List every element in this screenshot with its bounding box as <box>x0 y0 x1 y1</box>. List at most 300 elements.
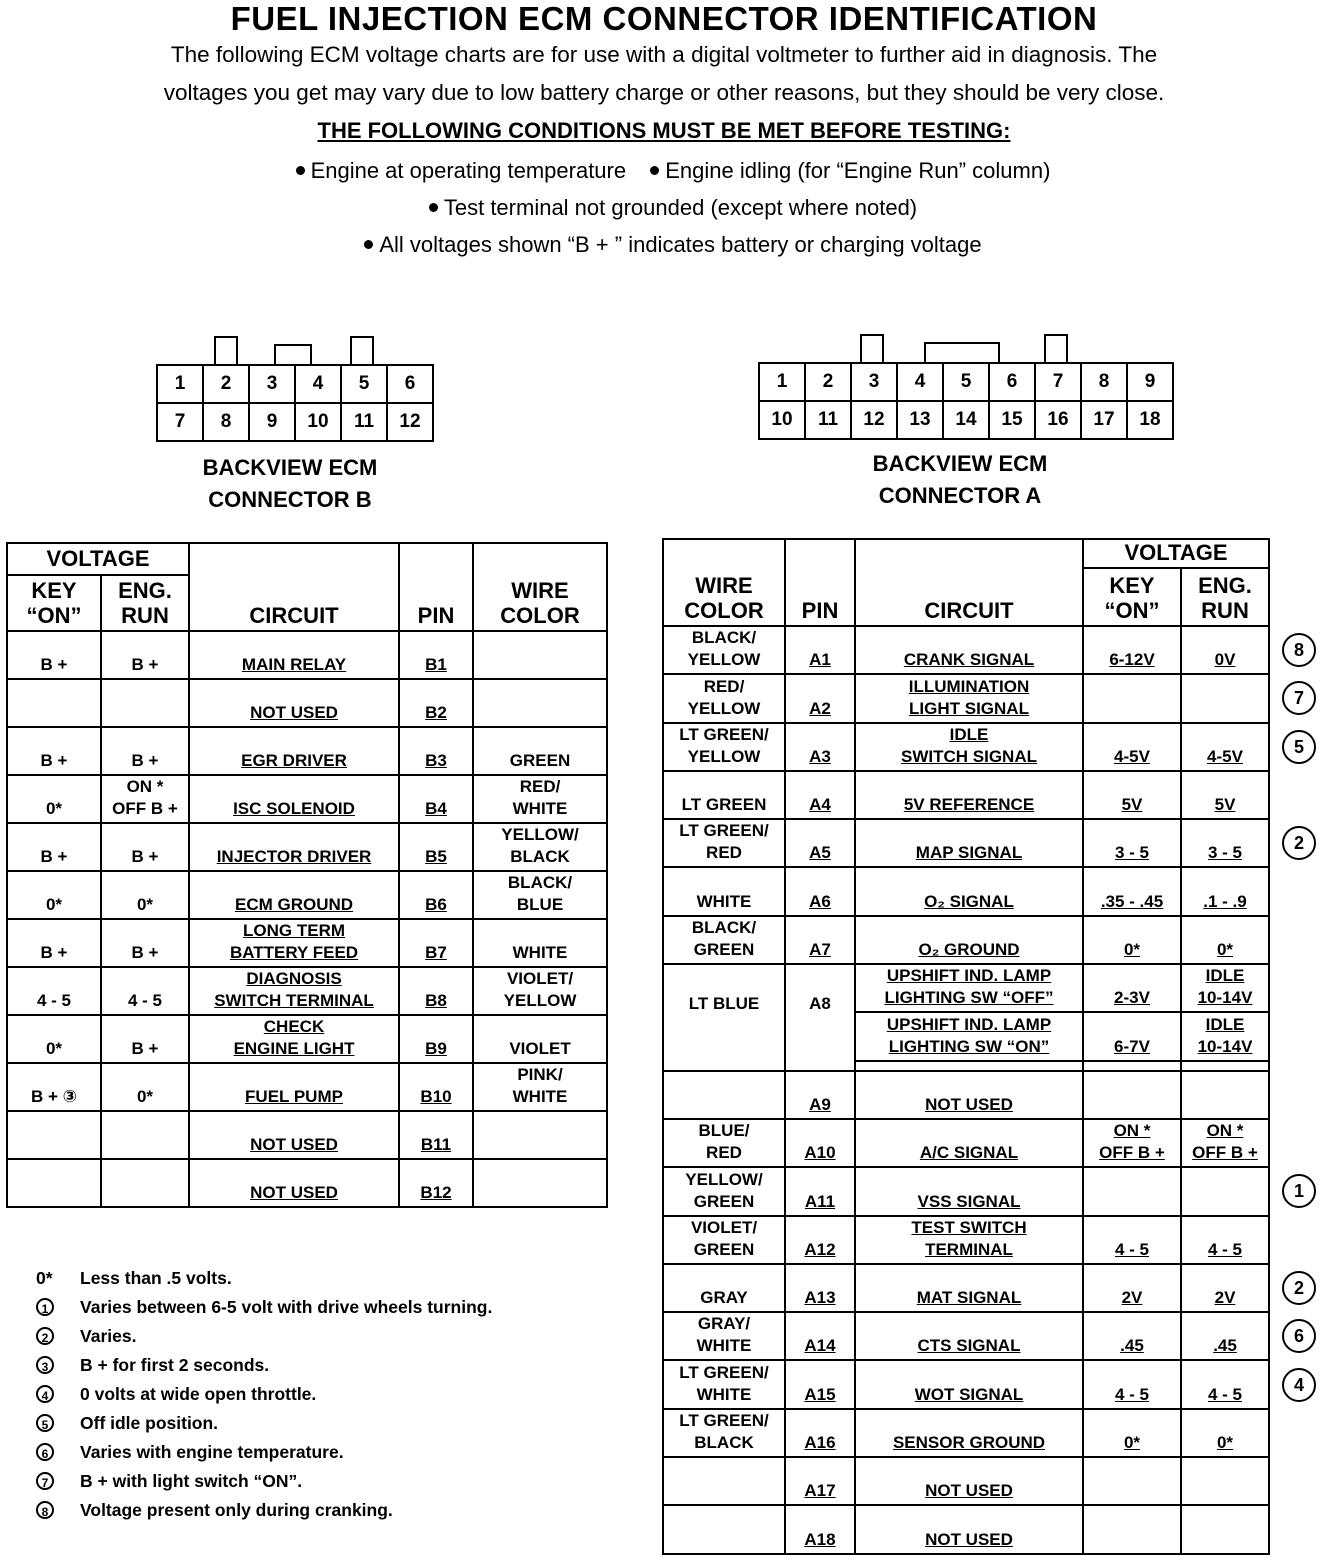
connector-pin: 12 <box>386 402 434 442</box>
legend-text: Varies. <box>80 1326 137 1346</box>
conditions-heading: THE FOLLOWING CONDITIONS MUST BE MET BEFORE TESTING: <box>317 118 1011 143</box>
table-row <box>663 723 1269 771</box>
note-number-icon: 4 <box>1282 1368 1316 1402</box>
connector-pin: 10 <box>294 402 342 442</box>
table-row <box>663 1216 1269 1264</box>
wire-color-cell: WHITE <box>663 867 785 915</box>
connector-pin: 3 <box>850 362 898 402</box>
bullet-line-3 <box>0 232 1328 258</box>
legend-note-number: 7 <box>36 1472 54 1490</box>
bullet-line-1 <box>0 158 1328 184</box>
key-on-cell: 4 - 5 <box>1083 1216 1181 1264</box>
pin-cell: B11 <box>399 1111 473 1159</box>
circuit-cell: MAT SIGNAL <box>855 1264 1083 1312</box>
circuit-cell: FUEL PUMP <box>189 1063 399 1111</box>
eng-run-cell: 4-5V <box>1181 723 1269 771</box>
circuit-cell: NOT USED <box>189 679 399 727</box>
eng-run-cell: 4 - 5 <box>1181 1216 1269 1264</box>
key-on-cell: B + <box>7 631 101 679</box>
circuit-cell: ILLUMINATION LIGHT SIGNAL <box>855 674 1083 722</box>
pin-header: PIN <box>785 539 855 626</box>
table-row <box>663 1360 1269 1408</box>
pin-cell: A6 <box>785 867 855 915</box>
eng-run-cell <box>1181 1071 1269 1119</box>
connector-pin: 1 <box>758 362 806 402</box>
legend-text: B + with light switch “ON”. <box>80 1471 303 1491</box>
eng-run-cell: 2V <box>1181 1264 1269 1312</box>
wire-color-cell: LT GREEN/ YELLOW <box>663 723 785 771</box>
legend-text: Voltage present only during cranking. <box>80 1500 393 1520</box>
wire-color-cell: BLACK/ BLUE <box>473 871 607 919</box>
table-row <box>7 1111 607 1159</box>
table-row <box>663 867 1269 915</box>
connector-pin: 1 <box>156 364 204 404</box>
table-row <box>663 1167 1269 1215</box>
connector-pin: 8 <box>1080 362 1128 402</box>
intro-line-2: voltages you get may vary due to low battery charge or other reasons, but they should be very close. <box>163 80 1165 105</box>
table-row <box>663 1457 1269 1505</box>
legend-item <box>36 1438 492 1467</box>
note-number-icon: 2 <box>1282 826 1316 860</box>
circuit-cell: SENSOR GROUND <box>855 1409 1083 1457</box>
legend-symbol <box>36 1442 80 1463</box>
table-row <box>663 1119 1269 1167</box>
connector-pin: 3 <box>248 364 296 404</box>
wire-color-cell: YELLOW/ GREEN <box>663 1167 785 1215</box>
connector-pin: 11 <box>804 400 852 440</box>
connector-pin: 7 <box>1034 362 1082 402</box>
wire-color-header: WIRE COLOR <box>663 539 785 626</box>
eng-run-cell <box>101 679 189 727</box>
pin-cell: B9 <box>399 1015 473 1063</box>
note-number-icon: 6 <box>1282 1319 1316 1353</box>
connector-pin: 4 <box>896 362 944 402</box>
wire-color-cell: YELLOW/ BLACK <box>473 823 607 871</box>
wire-color-cell: LT GREEN/ BLACK <box>663 1409 785 1457</box>
eng-run-cell: B + <box>101 919 189 967</box>
eng-run-cell: IDLE 10-14V <box>1181 964 1269 1012</box>
connector-tab <box>350 336 374 366</box>
bullet-dot-icon <box>296 166 305 175</box>
circuit-cell: EGR DRIVER <box>189 727 399 775</box>
wire-color-header: WIRE COLOR <box>473 543 607 631</box>
wire-color-cell <box>473 1111 607 1159</box>
pin-cell: B7 <box>399 919 473 967</box>
connector-pin: 11 <box>340 402 388 442</box>
wire-color-cell <box>663 1505 785 1553</box>
eng-run-cell <box>1181 1457 1269 1505</box>
table-row <box>7 1159 607 1207</box>
connector-pin: 10 <box>758 400 806 440</box>
legend-note-number: 2 <box>36 1327 54 1345</box>
key-on-cell <box>1083 1457 1181 1505</box>
legend-symbol <box>36 1471 80 1492</box>
pin-cell: B1 <box>399 631 473 679</box>
key-on-header: KEY “ON” <box>7 575 101 631</box>
wire-color-cell: LT GREEN/ WHITE <box>663 1360 785 1408</box>
circuit-cell: CTS SIGNAL <box>855 1312 1083 1360</box>
legend-item <box>36 1322 492 1351</box>
connector-a-caption <box>810 448 1110 512</box>
eng-run-cell: .45 <box>1181 1312 1269 1360</box>
connector-pin: 6 <box>386 364 434 404</box>
pin-cell: B6 <box>399 871 473 919</box>
connector-tab <box>274 344 312 366</box>
pin-cell: A2 <box>785 674 855 722</box>
legend-item <box>36 1409 492 1438</box>
wire-color-cell: VIOLET/ GREEN <box>663 1216 785 1264</box>
table-row <box>663 1409 1269 1457</box>
circuit-cell: 5V REFERENCE <box>855 771 1083 819</box>
connector-pin: 14 <box>942 400 990 440</box>
connector-pin: 17 <box>1080 400 1128 440</box>
eng-run-cell: 3 - 5 <box>1181 819 1269 867</box>
wire-color-cell: WHITE <box>473 919 607 967</box>
circuit-cell: O₂ GROUND <box>855 916 1083 964</box>
key-on-cell: 3 - 5 <box>1083 819 1181 867</box>
table-row <box>7 1015 607 1063</box>
circuit-cell: NOT USED <box>189 1159 399 1207</box>
wire-color-cell: BLACK/ YELLOW <box>663 626 785 674</box>
connector-pin: 9 <box>248 402 296 442</box>
connector-tab <box>924 342 1000 364</box>
eng-run-cell: B + <box>101 823 189 871</box>
table-row <box>7 967 607 1015</box>
legend-symbol <box>36 1326 80 1347</box>
key-on-cell: 5V <box>1083 771 1181 819</box>
eng-run-cell <box>1181 1505 1269 1553</box>
legend-item <box>36 1351 492 1380</box>
table-row <box>663 771 1269 819</box>
legend-symbol: 0* <box>36 1268 53 1288</box>
circuit-header: CIRCUIT <box>855 539 1083 626</box>
key-on-header: KEY “ON” <box>1083 568 1181 626</box>
connector-b-caption-line1: BACKVIEW ECM <box>202 455 378 480</box>
connector-a-voltage-table <box>662 538 1270 1555</box>
circuit-header: CIRCUIT <box>189 543 399 631</box>
eng-run-cell <box>101 1111 189 1159</box>
eng-run-cell: 4 - 5 <box>1181 1360 1269 1408</box>
pin-cell: A18 <box>785 1505 855 1553</box>
page-title: FUEL INJECTION ECM CONNECTOR IDENTIFICATION <box>230 0 1098 37</box>
table-row <box>7 775 607 823</box>
pin-cell: A12 <box>785 1216 855 1264</box>
eng-run-cell <box>1181 1167 1269 1215</box>
connector-pin: 8 <box>202 402 250 442</box>
eng-run-header: ENG. RUN <box>101 575 189 631</box>
key-on-cell: 2V <box>1083 1264 1181 1312</box>
eng-run-cell: ON * OFF B + <box>101 775 189 823</box>
key-on-cell: 0* <box>1083 916 1181 964</box>
connector-a-caption-line2: CONNECTOR A <box>878 483 1042 508</box>
empty-cell <box>855 1061 1083 1071</box>
table-row <box>663 626 1269 674</box>
legend-text: Varies between 6-5 volt with drive wheels turning. <box>80 1297 493 1317</box>
pin-header: PIN <box>399 543 473 631</box>
key-on-cell: 0* <box>1083 1409 1181 1457</box>
circuit-cell: ISC SOLENOID <box>189 775 399 823</box>
eng-run-cell: 0* <box>1181 916 1269 964</box>
empty-cell <box>1083 1061 1181 1071</box>
eng-run-cell: 0* <box>101 871 189 919</box>
connector-b-voltage-table <box>6 542 608 1208</box>
circuit-cell: UPSHIFT IND. LAMP LIGHTING SW “ON” <box>855 1012 1083 1060</box>
circuit-cell: VSS SIGNAL <box>855 1167 1083 1215</box>
pin-cell: A3 <box>785 723 855 771</box>
legend-symbol <box>36 1297 80 1318</box>
circuit-cell: NOT USED <box>855 1505 1083 1553</box>
legend-symbol <box>36 1384 80 1405</box>
pin-cell: A8 <box>785 964 855 1071</box>
table-row <box>663 819 1269 867</box>
pin-cell: A16 <box>785 1409 855 1457</box>
circuit-cell: O₂ SIGNAL <box>855 867 1083 915</box>
connector-pin: 5 <box>942 362 990 402</box>
eng-run-cell <box>101 1159 189 1207</box>
connector-tab <box>1044 334 1068 364</box>
circuit-cell: WOT SIGNAL <box>855 1360 1083 1408</box>
legend-note-number: 3 <box>36 1356 54 1374</box>
circuit-cell: DIAGNOSIS SWITCH TERMINAL <box>189 967 399 1015</box>
wire-color-cell: RED/ WHITE <box>473 775 607 823</box>
connector-pin: 13 <box>896 400 944 440</box>
circuit-cell: NOT USED <box>855 1457 1083 1505</box>
connector-pin: 18 <box>1126 400 1174 440</box>
circuit-cell: A/C SIGNAL <box>855 1119 1083 1167</box>
wire-color-cell: VIOLET <box>473 1015 607 1063</box>
connector-pin: 15 <box>988 400 1036 440</box>
legend-symbol <box>36 1413 80 1434</box>
legend-note-number: 8 <box>36 1501 54 1519</box>
pin-cell: B10 <box>399 1063 473 1111</box>
pin-cell: B2 <box>399 679 473 727</box>
empty-cell <box>1181 1061 1269 1071</box>
pin-cell: A11 <box>785 1167 855 1215</box>
legend-item <box>36 1264 492 1293</box>
wire-color-cell: VIOLET/ YELLOW <box>473 967 607 1015</box>
pin-cell: A7 <box>785 916 855 964</box>
bullet-dot-icon <box>650 166 659 175</box>
eng-run-cell <box>1181 674 1269 722</box>
key-on-cell <box>1083 1071 1181 1119</box>
voltage-header: VOLTAGE <box>1083 539 1269 568</box>
pin-cell: A10 <box>785 1119 855 1167</box>
eng-run-cell: B + <box>101 1015 189 1063</box>
eng-run-cell: ON * OFF B + <box>1181 1119 1269 1167</box>
legend-item <box>36 1380 492 1409</box>
circuit-cell: MAP SIGNAL <box>855 819 1083 867</box>
wire-color-cell <box>473 679 607 727</box>
legend <box>36 1264 492 1525</box>
key-on-cell <box>1083 1505 1181 1553</box>
connector-pin: 12 <box>850 400 898 440</box>
key-on-cell: 6-12V <box>1083 626 1181 674</box>
connector-pin: 4 <box>294 364 342 404</box>
eng-run-cell: 4 - 5 <box>101 967 189 1015</box>
key-on-cell: .35 - .45 <box>1083 867 1181 915</box>
eng-run-cell: .1 - .9 <box>1181 867 1269 915</box>
key-on-cell: B + ③ <box>7 1063 101 1111</box>
circuit-cell: NOT USED <box>855 1071 1083 1119</box>
circuit-cell: INJECTOR DRIVER <box>189 823 399 871</box>
wire-color-cell: LT GREEN <box>663 771 785 819</box>
legend-note-number: 4 <box>36 1385 54 1403</box>
legend-text: Less than .5 volts. <box>80 1268 232 1288</box>
eng-run-cell: 0* <box>101 1063 189 1111</box>
legend-text: Off idle position. <box>80 1413 219 1433</box>
pin-cell: B8 <box>399 967 473 1015</box>
legend-text: Varies with engine temperature. <box>80 1442 344 1462</box>
connector-pin: 9 <box>1126 362 1174 402</box>
table-row <box>663 1071 1269 1119</box>
eng-run-cell: 0* <box>1181 1409 1269 1457</box>
note-number-icon: 5 <box>1282 730 1316 764</box>
eng-run-cell: B + <box>101 631 189 679</box>
legend-text: 0 volts at wide open throttle. <box>80 1384 317 1404</box>
bullet-test-terminal: Test terminal not grounded (except where noted) <box>443 195 918 220</box>
wire-color-cell: LT GREEN/ RED <box>663 819 785 867</box>
legend-item <box>36 1467 492 1496</box>
bullet-engine-idling: Engine idling (for “Engine Run” column) <box>665 158 1051 183</box>
wire-color-cell: RED/ YELLOW <box>663 674 785 722</box>
wire-color-cell: BLACK/ GREEN <box>663 916 785 964</box>
legend-item <box>36 1293 492 1322</box>
key-on-cell <box>7 679 101 727</box>
circuit-cell: UPSHIFT IND. LAMP LIGHTING SW “OFF” <box>855 964 1083 1012</box>
circuit-cell: IDLE SWITCH SIGNAL <box>855 723 1083 771</box>
table-row <box>663 674 1269 722</box>
wire-color-cell: GRAY/ WHITE <box>663 1312 785 1360</box>
circuit-cell: MAIN RELAY <box>189 631 399 679</box>
eng-run-cell: 0V <box>1181 626 1269 674</box>
bullet-operating-temp: Engine at operating temperature <box>310 158 627 183</box>
bullet-line-2 <box>0 195 1328 221</box>
key-on-cell: 0* <box>7 775 101 823</box>
connector-pin: 2 <box>804 362 852 402</box>
key-on-cell: ON * OFF B + <box>1083 1119 1181 1167</box>
pin-cell: A9 <box>785 1071 855 1119</box>
wire-color-cell: BLUE/ RED <box>663 1119 785 1167</box>
eng-run-header: ENG. RUN <box>1181 568 1269 626</box>
bullet-voltages-shown: All voltages shown “B + ” indicates battery or charging voltage <box>379 232 982 257</box>
bullet-dot-icon <box>429 203 438 212</box>
note-number-icon: 1 <box>1282 1174 1316 1208</box>
wire-color-cell <box>663 1457 785 1505</box>
table-row <box>663 964 1269 1012</box>
table-row <box>7 727 607 775</box>
intro-line-1: The following ECM voltage charts are for use with a digital voltmeter to further aid in diagnosis. The <box>170 42 1158 67</box>
circuit-cell: ECM GROUND <box>189 871 399 919</box>
pin-cell: A13 <box>785 1264 855 1312</box>
wire-color-cell: GREEN <box>473 727 607 775</box>
eng-run-cell: B + <box>101 727 189 775</box>
note-number-icon: 8 <box>1282 633 1316 667</box>
pin-cell: A5 <box>785 819 855 867</box>
pin-cell: A17 <box>785 1457 855 1505</box>
eng-run-cell: IDLE 10-14V <box>1181 1012 1269 1060</box>
key-on-cell: B + <box>7 823 101 871</box>
table-row <box>7 679 607 727</box>
connector-tab <box>214 336 238 366</box>
bullet-dot-icon <box>364 240 373 249</box>
key-on-cell: 0* <box>7 871 101 919</box>
pin-cell: B5 <box>399 823 473 871</box>
pin-cell: B4 <box>399 775 473 823</box>
key-on-cell: 2-3V <box>1083 964 1181 1012</box>
legend-symbol <box>36 1355 80 1376</box>
eng-run-cell: 5V <box>1181 771 1269 819</box>
key-on-cell: 4 - 5 <box>1083 1360 1181 1408</box>
pin-cell: A14 <box>785 1312 855 1360</box>
wire-color-cell <box>473 1159 607 1207</box>
circuit-cell: TEST SWITCH TERMINAL <box>855 1216 1083 1264</box>
key-on-cell: 6-7V <box>1083 1012 1181 1060</box>
connector-pin: 16 <box>1034 400 1082 440</box>
pin-cell: A15 <box>785 1360 855 1408</box>
pin-cell: B12 <box>399 1159 473 1207</box>
circuit-cell: LONG TERM BATTERY FEED <box>189 919 399 967</box>
legend-note-number: 6 <box>36 1443 54 1461</box>
wire-color-cell <box>473 631 607 679</box>
circuit-cell: NOT USED <box>189 1111 399 1159</box>
key-on-cell <box>7 1159 101 1207</box>
table-row <box>663 916 1269 964</box>
connector-pin: 5 <box>340 364 388 404</box>
pin-cell: A4 <box>785 771 855 819</box>
note-number-icon: 2 <box>1282 1271 1316 1305</box>
key-on-cell: B + <box>7 919 101 967</box>
table-row <box>7 823 607 871</box>
legend-item <box>36 1496 492 1525</box>
circuit-cell: CRANK SIGNAL <box>855 626 1083 674</box>
wire-color-cell: PINK/ WHITE <box>473 1063 607 1111</box>
wire-color-cell: LT BLUE <box>663 964 785 1071</box>
key-on-cell <box>1083 1167 1181 1215</box>
key-on-cell: .45 <box>1083 1312 1181 1360</box>
key-on-cell: B + <box>7 727 101 775</box>
table-row <box>7 631 607 679</box>
legend-symbol <box>36 1500 80 1521</box>
table-row <box>663 1264 1269 1312</box>
connector-pin: 2 <box>202 364 250 404</box>
connector-pin: 6 <box>988 362 1036 402</box>
key-on-cell: 0* <box>7 1015 101 1063</box>
key-on-cell: 4-5V <box>1083 723 1181 771</box>
connector-pin: 7 <box>156 402 204 442</box>
connector-a-caption-line1: BACKVIEW ECM <box>872 451 1048 476</box>
table-row <box>663 1505 1269 1553</box>
key-on-cell <box>7 1111 101 1159</box>
connector-b-caption <box>140 452 440 516</box>
wire-color-cell <box>663 1071 785 1119</box>
legend-note-number: 5 <box>36 1414 54 1432</box>
legend-text: B + for first 2 seconds. <box>80 1355 270 1375</box>
connector-b-caption-line2: CONNECTOR B <box>208 487 372 512</box>
table-row <box>663 1312 1269 1360</box>
wire-color-cell: GRAY <box>663 1264 785 1312</box>
pin-cell: A1 <box>785 626 855 674</box>
table-row <box>7 919 607 967</box>
legend-note-number: 1 <box>36 1298 54 1316</box>
note-number-icon: 7 <box>1282 681 1316 715</box>
circuit-cell: CHECK ENGINE LIGHT <box>189 1015 399 1063</box>
connector-tab <box>860 334 884 364</box>
voltage-header: VOLTAGE <box>7 543 189 575</box>
key-on-cell: 4 - 5 <box>7 967 101 1015</box>
table-row <box>7 871 607 919</box>
key-on-cell <box>1083 674 1181 722</box>
table-row <box>7 1063 607 1111</box>
